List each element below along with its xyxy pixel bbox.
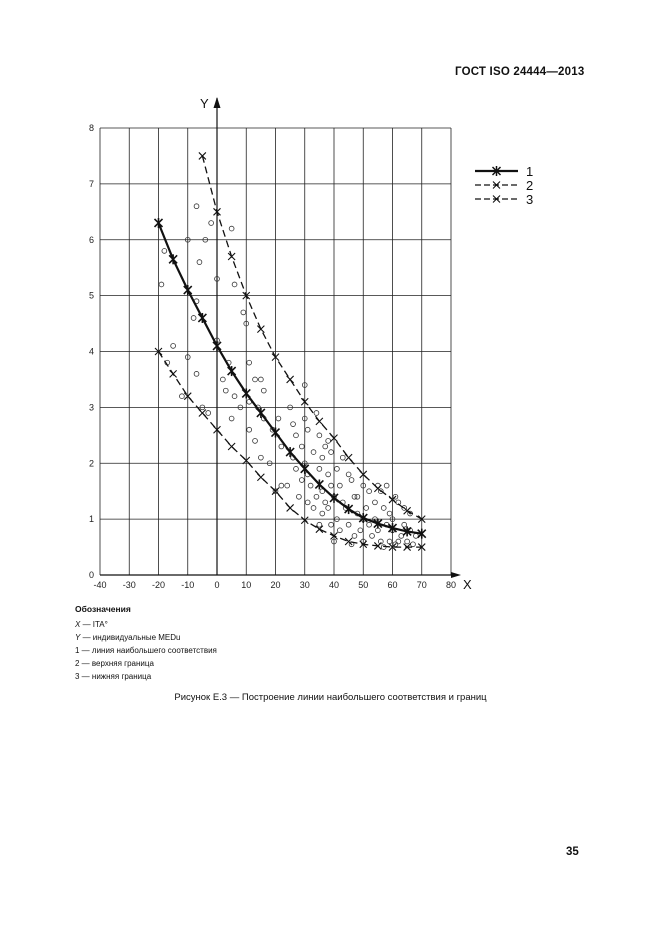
- series-point: [228, 443, 235, 450]
- series-line: [202, 156, 421, 519]
- series-point: [155, 218, 163, 228]
- observation-point: [247, 427, 252, 432]
- series-point: [315, 479, 323, 489]
- series-point: [345, 454, 352, 461]
- series-point: [199, 409, 206, 416]
- legend-item: [75, 672, 151, 681]
- legend-item: [75, 633, 180, 642]
- observation-point: [402, 522, 407, 527]
- observation-point: [305, 427, 310, 432]
- document-id: ГОСТ ISO 24444—2013: [455, 66, 585, 78]
- legend-entry: [475, 192, 533, 207]
- series-point: [169, 254, 177, 264]
- observation-point: [364, 506, 369, 511]
- observation-point: [299, 444, 304, 449]
- chart-ticks: [89, 123, 456, 590]
- observation-point: [279, 483, 284, 488]
- chart-legend: [475, 164, 533, 207]
- observation-point: [291, 422, 296, 427]
- y-tick-label: 7: [88, 178, 94, 189]
- y-tick-label: 2: [88, 458, 94, 469]
- observation-point: [326, 472, 331, 477]
- observation-point: [384, 483, 389, 488]
- observation-point: [367, 489, 372, 494]
- series-point: [228, 253, 235, 260]
- legend-title: Обозначения: [75, 604, 131, 614]
- x-tick-label: -30: [122, 580, 136, 590]
- series-point: [374, 485, 381, 492]
- observation-point: [323, 444, 328, 449]
- series-point: [257, 326, 264, 333]
- y-tick-label: 8: [88, 123, 94, 133]
- series-point: [228, 366, 236, 376]
- x-tick-label: -10: [181, 580, 195, 590]
- series-2: [199, 152, 425, 522]
- observation-point: [194, 371, 199, 376]
- y-tick-label: 4: [88, 346, 94, 357]
- observation-point: [241, 310, 246, 315]
- observation-point: [261, 388, 266, 393]
- observation-point: [396, 539, 401, 544]
- observation-point: [387, 539, 392, 544]
- legend-item: [75, 620, 108, 629]
- observation-point: [276, 416, 281, 421]
- observation-point: [320, 511, 325, 516]
- observation-point: [229, 226, 234, 231]
- observation-point: [340, 455, 345, 460]
- x-tick-label: 20: [270, 580, 281, 590]
- x-tick-label: 80: [445, 580, 457, 590]
- observation-point: [375, 528, 380, 533]
- observation-point: [381, 506, 386, 511]
- observation-point: [335, 466, 340, 471]
- observation-point: [253, 439, 258, 444]
- observation-point: [299, 478, 304, 483]
- y-tick-label: 3: [88, 402, 94, 413]
- legend-item: [75, 659, 154, 668]
- x-tick-label: -20: [151, 580, 166, 590]
- x-tick-label: 0: [214, 580, 220, 590]
- series-point: [257, 408, 265, 418]
- observation-point: [326, 506, 331, 511]
- series-point: [213, 341, 221, 351]
- observation-point: [297, 494, 302, 499]
- observation-point: [370, 533, 375, 538]
- series-point: [404, 507, 411, 514]
- y-tick-label: 0: [88, 570, 94, 580]
- series-point: [330, 493, 338, 503]
- x-tick-label: 50: [358, 580, 369, 590]
- page-number: 35: [566, 846, 579, 858]
- observation-point: [294, 433, 299, 438]
- x-tick-label: 40: [328, 580, 340, 590]
- observation-point: [329, 450, 334, 455]
- observation-point: [311, 506, 316, 511]
- observation-point: [253, 377, 258, 382]
- observation-point: [346, 522, 351, 527]
- observation-point: [223, 388, 228, 393]
- series-line: [159, 223, 422, 534]
- observation-point: [232, 394, 237, 399]
- observation-point: [411, 542, 416, 547]
- observation-point: [358, 528, 363, 533]
- observation-point: [194, 204, 199, 209]
- observation-point: [305, 500, 310, 505]
- observation-points: [159, 204, 418, 550]
- observation-point: [285, 483, 290, 488]
- observation-point: [180, 394, 185, 399]
- x-tick-label: -40: [93, 580, 107, 590]
- x-tick-label: 10: [241, 580, 252, 590]
- observation-point: [314, 411, 319, 416]
- observation-point: [367, 522, 372, 527]
- observation-point: [337, 528, 342, 533]
- observation-point: [220, 377, 225, 382]
- observation-point: [373, 500, 378, 505]
- series-point: [199, 152, 206, 159]
- observation-point: [209, 221, 214, 226]
- y-tick-label: 6: [88, 234, 94, 245]
- x-tick-label: 30: [299, 580, 310, 590]
- legend-entry: [475, 178, 533, 193]
- series-point: [286, 447, 294, 457]
- legend-text: 1 — линия наибольшего соответствия: [75, 646, 217, 655]
- chart-axes: [100, 96, 472, 592]
- figure-caption: Рисунок Е.3 — Построение линии наибольшего соответствия и границ: [174, 692, 487, 703]
- series-point: [316, 418, 323, 425]
- legend-entry: [475, 164, 533, 179]
- observation-point: [329, 522, 334, 527]
- observation-point: [317, 466, 322, 471]
- observation-point: [247, 360, 252, 365]
- observation-point: [326, 439, 331, 444]
- observation-point: [229, 416, 234, 421]
- series-point: [287, 376, 294, 383]
- observation-point: [352, 533, 357, 538]
- y-tick-label: 5: [88, 290, 94, 301]
- series-point: [184, 285, 192, 295]
- observation-point: [206, 411, 211, 416]
- observation-point: [258, 455, 263, 460]
- observation-point: [279, 444, 284, 449]
- x-axis-arrow: [451, 572, 461, 578]
- observation-point: [232, 282, 237, 287]
- series-point: [287, 504, 294, 511]
- y-axis-arrow: [214, 97, 221, 108]
- observation-point: [317, 433, 322, 438]
- legend-item: [75, 646, 217, 655]
- legend-label: 3: [526, 192, 534, 207]
- series-point: [170, 370, 177, 377]
- observation-point: [387, 511, 392, 516]
- observation-point: [162, 249, 167, 254]
- x-axis-label: X: [463, 577, 472, 592]
- legend-label: 1: [526, 164, 534, 179]
- observation-point: [171, 344, 176, 349]
- legend-text: — индивидуальные MEDu: [80, 633, 181, 642]
- series-point: [242, 388, 250, 398]
- legend-text: 3 — нижняя граница: [75, 672, 152, 681]
- observation-point: [337, 483, 342, 488]
- observation-point: [308, 483, 313, 488]
- y-tick-label: 1: [88, 514, 94, 525]
- observation-point: [314, 494, 319, 499]
- chart-grid: [100, 128, 451, 575]
- observation-point: [258, 377, 263, 382]
- series-point: [301, 464, 309, 474]
- series-point: [257, 474, 264, 481]
- legend-symbol: X: [75, 620, 81, 629]
- observation-point: [197, 260, 202, 265]
- observation-point: [317, 522, 322, 527]
- observation-point: [346, 472, 351, 477]
- observation-point: [405, 539, 410, 544]
- legend-text: — ITA°: [80, 620, 108, 629]
- observation-point: [349, 478, 354, 483]
- series-1: [155, 218, 426, 539]
- observation-point: [414, 533, 419, 538]
- observation-point: [399, 533, 404, 538]
- observation-point: [329, 483, 334, 488]
- observation-point: [294, 466, 299, 471]
- observation-point: [355, 494, 360, 499]
- observation-point: [311, 450, 316, 455]
- series-point: [198, 313, 206, 323]
- legend-label: 2: [526, 178, 534, 193]
- legend-symbol: Y: [75, 633, 81, 642]
- observation-point: [320, 455, 325, 460]
- observation-point: [159, 282, 164, 287]
- y-axis-label: Y: [200, 96, 209, 111]
- observation-point: [191, 316, 196, 321]
- legend-text: 2 — верхняя граница: [75, 659, 154, 668]
- x-tick-label: 60: [387, 580, 398, 590]
- observation-point: [323, 500, 328, 505]
- series-point: [345, 504, 353, 514]
- x-tick-label: 70: [416, 580, 427, 590]
